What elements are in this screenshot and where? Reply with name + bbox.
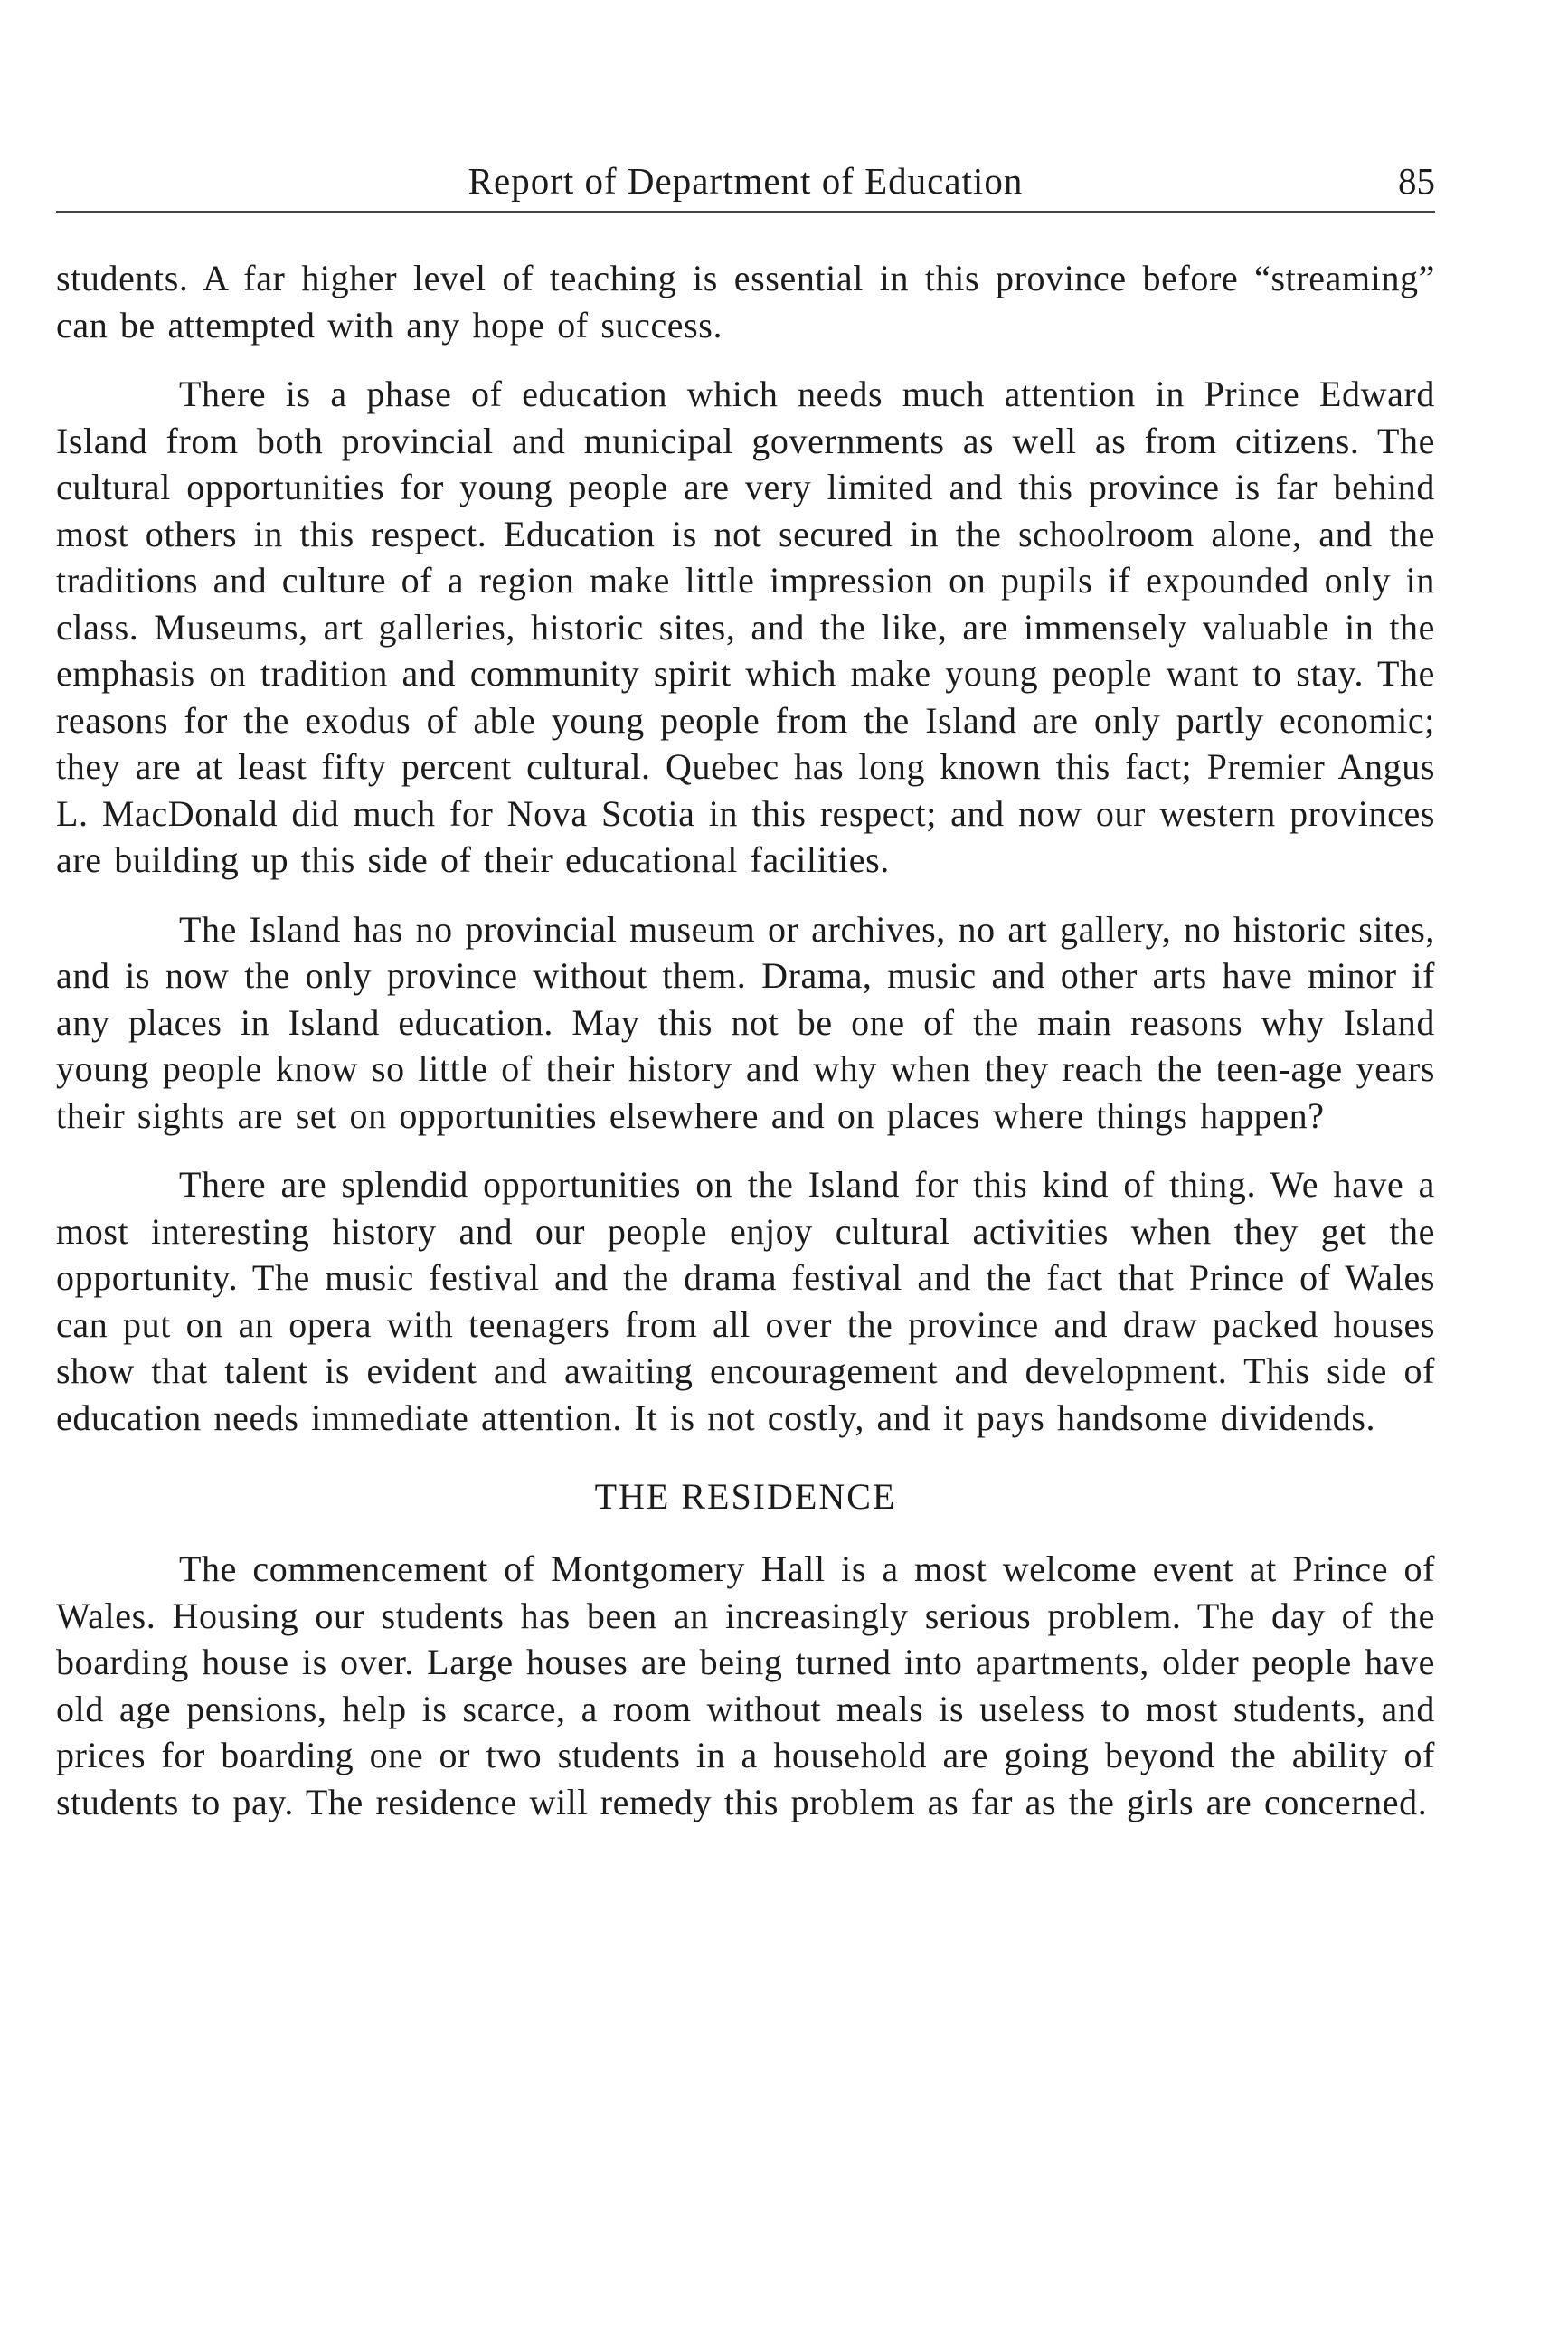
section-heading: THE RESIDENCE	[594, 1476, 897, 1517]
paragraph-continuation: students. A far higher level of teaching is essential in this province before “streaming” can be attempted with any hope of success.	[56, 258, 1435, 346]
paragraph-museums-archives: The Island has no provincial museum or archives, no art gallery, no historic sites, and is now the only province without them. Drama, music and other arts have minor if any places in Island education. May this not be one of the main reasons why Island young people know so little of their history and why when they reach the teen-age years their sights are set on opportunities elsewhere and on places where things happen?	[56, 908, 1435, 1136]
paragraph-residence: The commencement of Montgomery Hall is a most welcome event at Prince of Wales. Housing our students has been an increasingly serious problem. The day of the boarding house is over. Large houses are being turned into apartments, older people have old age pensions, help is scarce, a room without meals is useless to most students, and prices for boarding one or two students in a household are going beyond the ability of students to pay. The residence will remedy this problem as far as the girls are concerned.	[56, 1548, 1435, 1822]
running-title: Report of Department of Education	[468, 160, 1024, 202]
page-number: 85	[1398, 160, 1435, 202]
running-header	[56, 154, 1435, 208]
body-text	[56, 255, 1435, 1825]
paragraph-cultural-opportunities: There is a phase of education which needs much attention in Prince Edward Island from both provincial and municipal governments as well as from citizens. The cultural opportunities for young people are very limited and this province is far behind most others in this respect. Education is not secured in the schoolroom alone, and the traditions and culture of a region make little impression on pupils if expounded only in class. Museums, art galleries, historic sites, and the like, are immensely valuable in the emphasis on tradition and community spirit which make young people want to stay. The reasons for the exodus of able young people from the Island are only partly economic; they are at least fifty percent cultural. Quebec has long known this fact; Premier Angus L. MacDonald did much for Nova Scotia in this respect; and now our western provinces are building up this side of their educational facilities.	[56, 374, 1435, 880]
header-rule	[56, 211, 1435, 213]
paragraph-island-opportunities: There are splendid opportunities on the Island for this kind of thing. We have a most interesting history and our people enjoy cultural activities when they get the opportunity. The music festival and the drama festival and the fact that Prince of Wales can put on an opera with teenagers from all over the province and draw packed houses show that talent is evident and awaiting encouragement and development. This side of education needs immediate attention. It is not costly, and it pays handsome dividends.	[56, 1164, 1435, 1438]
